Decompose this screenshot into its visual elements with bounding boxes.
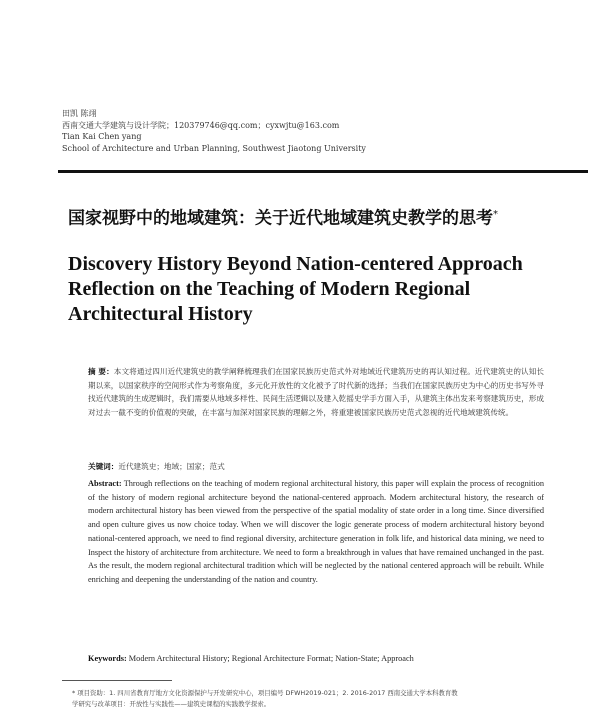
- title-chinese-text: 国家视野中的地域建筑：关于近代地域建筑史教学的思考: [68, 208, 493, 229]
- abstract-chinese: [88, 365, 544, 419]
- keywords-chinese-label: 关键词：: [88, 462, 119, 471]
- title-english: Discovery History Beyond Nation-centered Approach Reflection on the Teaching of Modern Regional Architectural History: [68, 253, 523, 325]
- header-divider: [58, 170, 588, 173]
- footnote-line-2: 学研究与改革项目：开放性与实践性——建筑史课程的实践教学探索。: [72, 699, 271, 708]
- abstract-english-label: Abstract:: [88, 479, 122, 488]
- footnote-divider: [62, 680, 172, 681]
- keywords-chinese: [88, 461, 544, 473]
- title-chinese: [68, 203, 538, 231]
- author-block: [62, 108, 366, 154]
- abstract-chinese-text: 本文将通过四川近代建筑史的教学阐释梳理我们在国家民族历史范式外对地域近代建筑历史的再认知过程。近代建筑史的认知长期以来，以国家秩序的空间形式作为考察角度，多元化开放性的文化被予了时代新的选择；当我们在国家民族历史为中心的历史书写外寻找近代建筑的生成逻辑时，我们需要从地域多样性、民间生活逻辑以及建入乾摇史学手方面入手，从建筑主体出发来考察建筑历史，形成对过去一截不变的价值观的突破，在丰富与加深对国家民族的理解之外，将重建被国家民族历史范式忽视的近代地域建筑传统。: [88, 367, 544, 417]
- title-footnote-mark: *: [493, 209, 498, 220]
- abstract-chinese-label: 摘 要：: [88, 367, 114, 376]
- footnote-line-1: * 项目资助：1. 四川省教育厅地方文化资源保护与开发研究中心，项目编号 DFWH2019-021；2. 2016-2017 西南交通大学本科教育教: [72, 689, 458, 697]
- keywords-english: [88, 653, 544, 665]
- abstract-english: [88, 477, 544, 587]
- keywords-chinese-text: 近代建筑史；地域；国家；范式: [118, 462, 225, 471]
- abstract-english-text: Through reflections on the teaching of modern regional architectural history, this paper will explain the process of recognition of the history of modern regional architecture beyond the national-centered approach. Modern architectural history, the research of modern architectural history has been viewed from the perspective of the spatial modality of state order in a long time. Since diversified and open culture gives us now choice today. When we will discover the logic generate process of modern architectural history beyond national-centered approach, we need to find regional diversity, architecture generation in folk life, and historical data mining, we need to Inspect the history of architecture from architecture. We need to form a breakthrough in values that have remained unchanged in the past. As the result, the modern regional architectural tradition which will be neglected by the national centered approach will be rebuilt. While enriching and deepening the understanding of the nation and country.: [88, 479, 544, 584]
- footnote: [72, 688, 552, 709]
- author-names-zh: 田凯 陈翊: [62, 109, 97, 118]
- author-affiliation-en: School of Architecture and Urban Planning, Southwest Jiaotong University: [62, 143, 366, 153]
- author-affiliation-zh: 西南交通大学建筑与设计学院；120379746@qq.com；cyxwjtu@163.com: [62, 120, 340, 130]
- keywords-english-text: Modern Architectural History; Regional Architecture Format; Nation-State; Approach: [128, 654, 414, 663]
- keywords-english-label: Keywords:: [88, 654, 127, 663]
- author-names-en: Tian Kai Chen yang: [62, 132, 142, 141]
